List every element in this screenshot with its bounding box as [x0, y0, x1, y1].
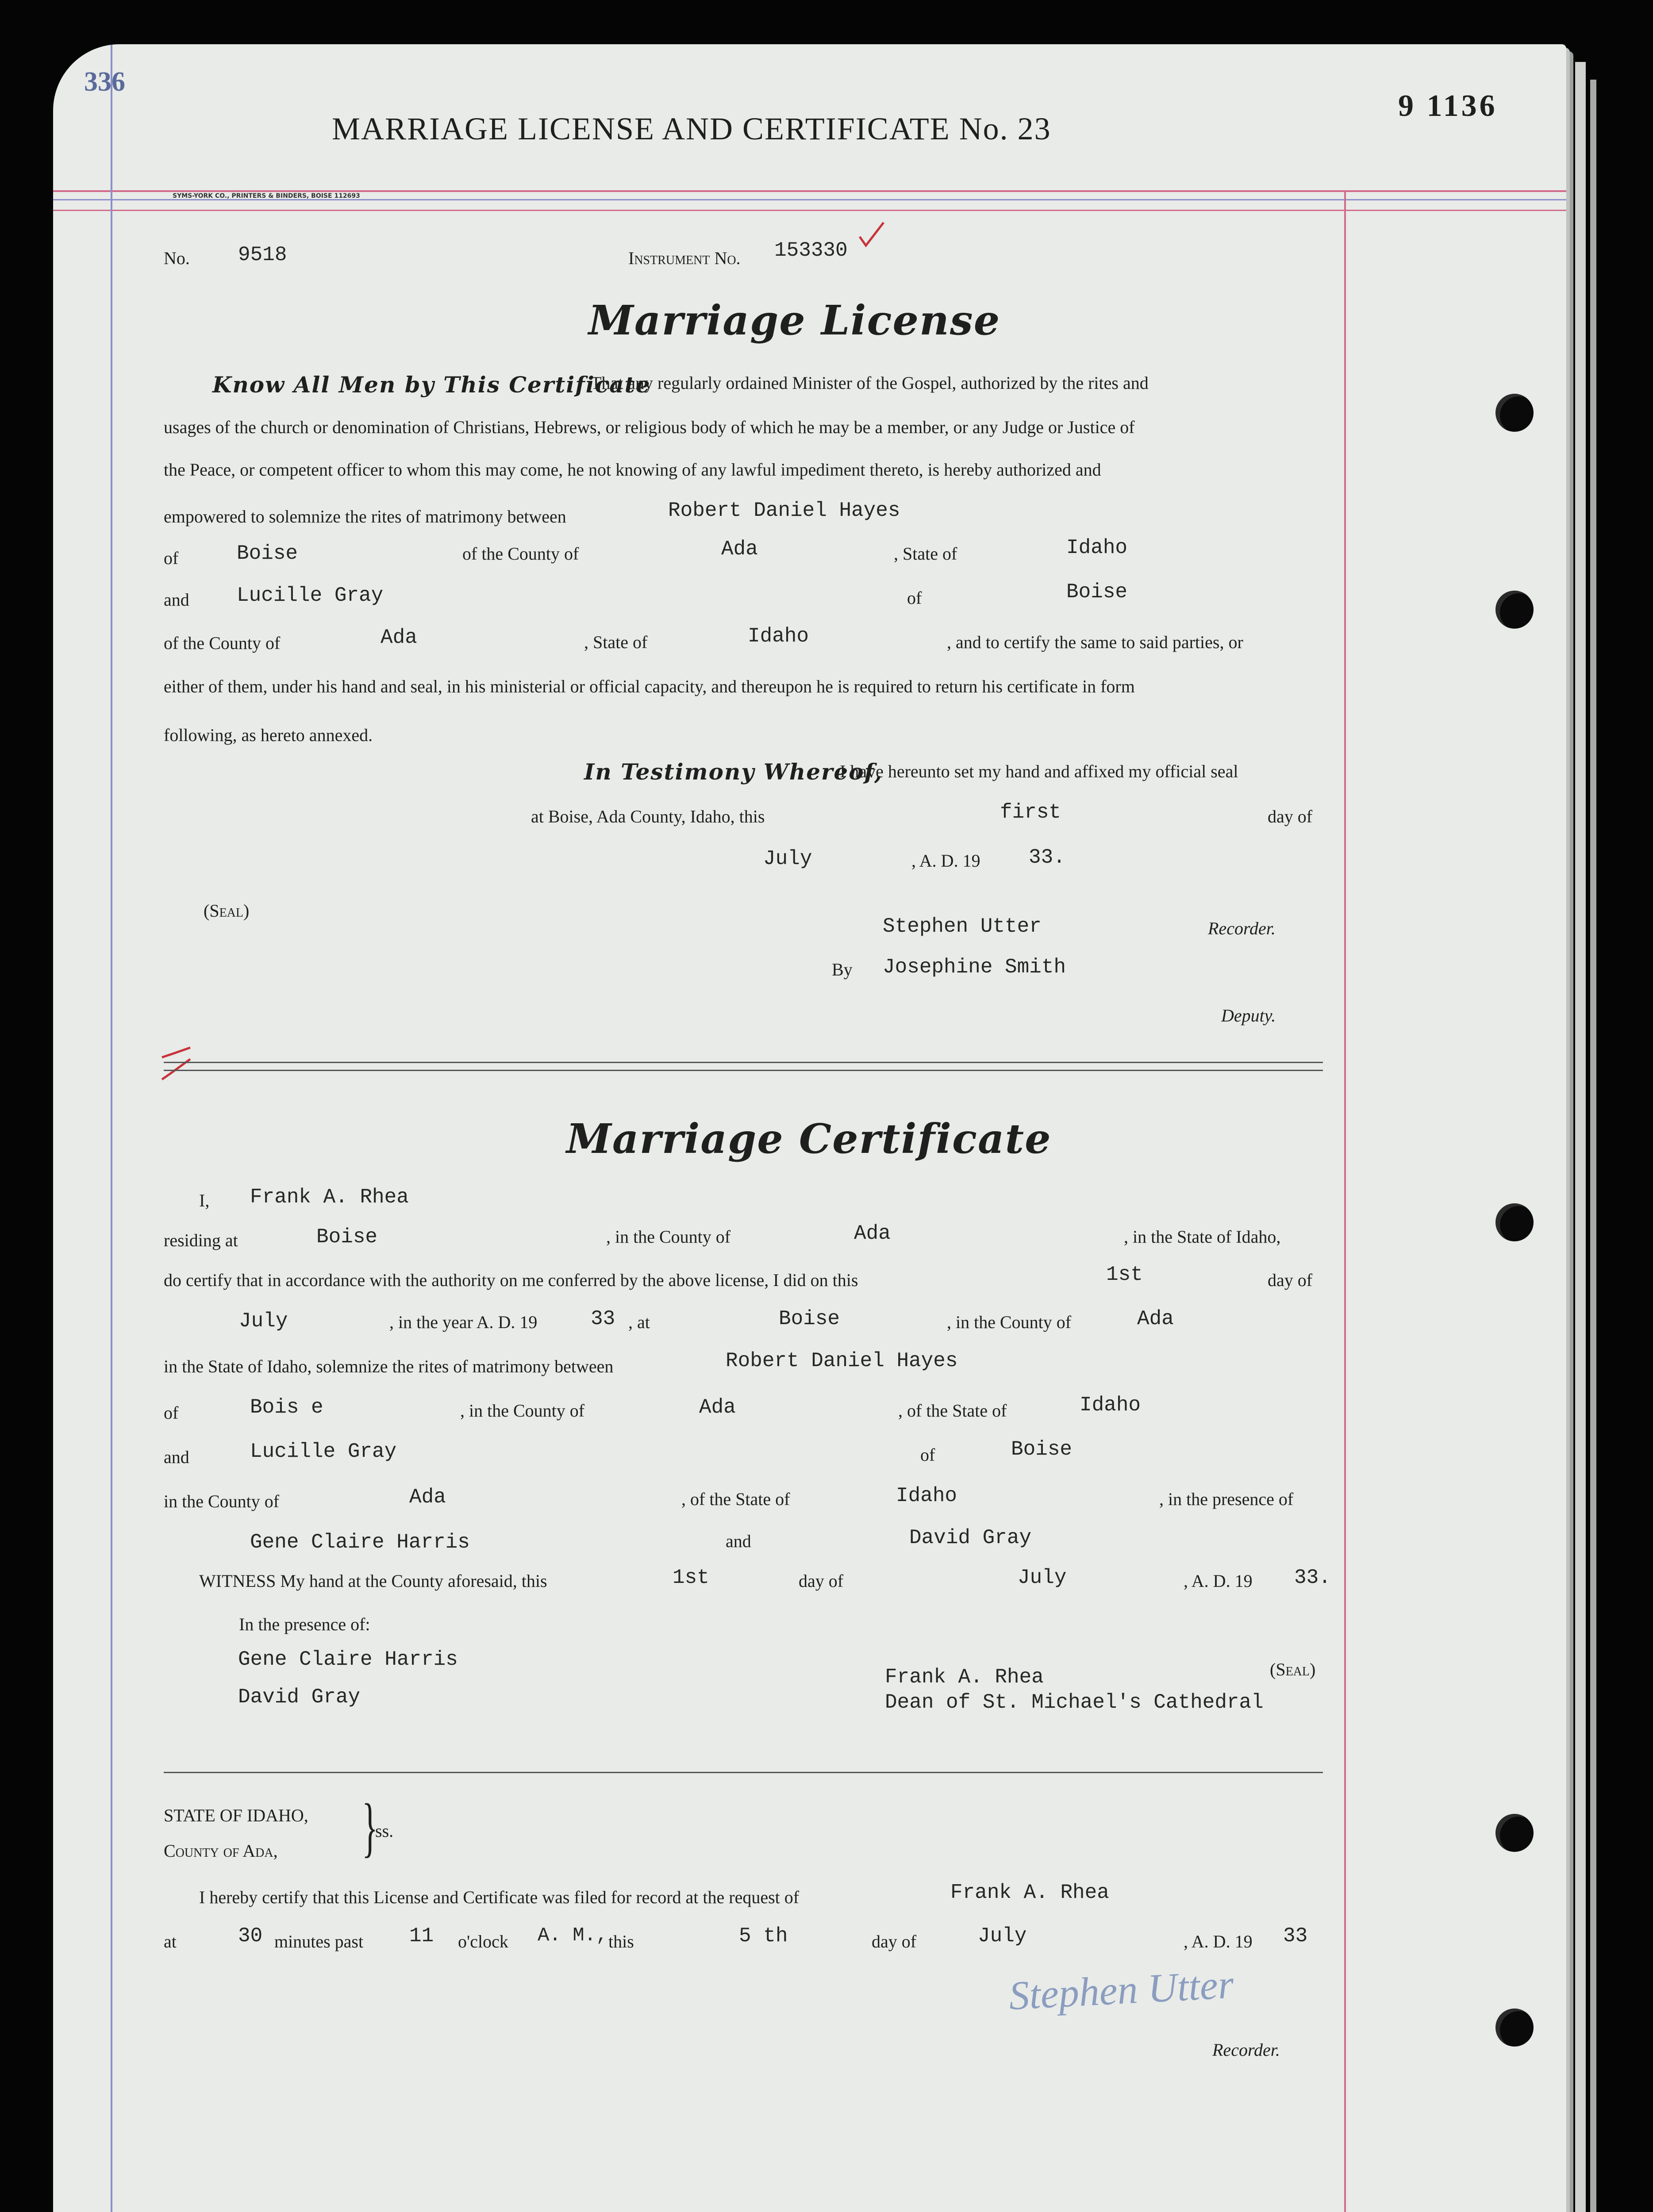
cert-w-day-of: day of	[799, 1571, 844, 1591]
right-margin-rule	[1344, 190, 1346, 2212]
binder-hole-2	[1495, 591, 1534, 629]
filing-recorder-label: Recorder.	[1212, 2040, 1280, 2060]
cert-seal: (Seal)	[1270, 1659, 1316, 1679]
by-label: By	[832, 960, 853, 979]
instrument-value: 153330	[774, 239, 848, 262]
testimony-ad: , A. D. 19	[911, 851, 980, 871]
testimony-month: July	[763, 847, 812, 870]
cert-w-year: 33.	[1294, 1566, 1331, 1589]
cert-w-month: July	[1018, 1566, 1067, 1589]
filing-day: 5 th	[739, 1924, 788, 1947]
cert-officiant: Frank A. Rhea	[250, 1186, 409, 1209]
license-p3: the Peace, or competent officer to whom this may come, he not knowing of any lawful impediment thereto, is hereby authorized and	[164, 460, 1101, 480]
section-divider-2	[164, 1772, 1323, 1773]
ledger-page	[53, 44, 1566, 2212]
binder-hole-1	[1495, 394, 1534, 432]
cert-month: July	[239, 1310, 288, 1333]
testimony-at: at Boise, Ada County, Idaho, this	[531, 806, 765, 826]
license-bride-county: Ada	[381, 626, 417, 649]
filing-state: STATE OF IDAHO,	[164, 1805, 308, 1825]
license-seal: (Seal)	[204, 901, 250, 921]
cert-bride: Lucille Gray	[250, 1440, 397, 1463]
testimony-text: I have hereunto set my hand and affixed my official seal	[840, 761, 1238, 781]
filing-oclock: o'clock	[458, 1932, 508, 1951]
filing-ad: , A. D. 19	[1184, 1932, 1253, 1951]
filing-signature: Stephen Utter	[1007, 1961, 1235, 2019]
top-red-rule-2	[53, 210, 1566, 211]
page-stack-edge-lower	[1590, 80, 1596, 2212]
cert-officiant-title: Dean of St. Michael's Cathedral	[885, 1691, 1264, 1714]
cert-do-certify: do certify that in accordance with the authority on me conferred by the above license, I did on this	[164, 1270, 858, 1290]
cert-groom-county: Ada	[699, 1396, 736, 1419]
license-and: and	[164, 590, 189, 610]
deputy-name: Josephine Smith	[883, 956, 1066, 979]
cert-of-state-label-2: , of the State of	[681, 1489, 790, 1509]
testimony-year: 33.	[1029, 846, 1065, 869]
register-stamp-number: 9 1136	[1398, 89, 1498, 123]
cert-sig-witness-1: Gene Claire Harris	[238, 1648, 458, 1671]
register-title: MARRIAGE LICENSE AND CERTIFICATE No. 23	[332, 111, 1051, 146]
license-county-of-label: of the County of	[164, 633, 281, 653]
left-margin-rule	[111, 44, 112, 2212]
filing-this: this	[608, 1932, 634, 1951]
license-p6: either of them, under his hand and seal, in his ministerial or official capacity, and thereupon he is required to return his certificate in form	[164, 676, 1135, 696]
cert-bride-city: Boise	[1011, 1438, 1073, 1461]
printer-imprint: SYMS-YORK CO., PRINTERS & BINDERS, BOISE 112693	[173, 192, 360, 200]
license-groom: Robert Daniel Hayes	[668, 499, 900, 522]
cert-and-2: and	[726, 1531, 751, 1551]
cert-i-label: I,	[199, 1190, 210, 1210]
cert-place-county: Ada	[1137, 1307, 1174, 1330]
top-red-rule	[53, 190, 1566, 192]
cert-witness-2: David Gray	[909, 1526, 1032, 1549]
license-lead: Know All Men by This Certificate	[212, 372, 651, 398]
cert-in-county-label-3: , in the County of	[460, 1401, 585, 1421]
cert-at-label: , at	[628, 1312, 650, 1332]
section-divider-1b	[164, 1070, 1323, 1071]
cert-witness-1: Gene Claire Harris	[250, 1531, 470, 1554]
red-tick-marks	[159, 1044, 199, 1088]
filing-county: County of Ada,	[164, 1841, 278, 1861]
license-p1: That any regularly ordained Minister of the Gospel, authorized by the rites and	[591, 373, 1149, 393]
binder-hole-5	[1495, 2008, 1534, 2047]
license-of-county-label: of the County of	[462, 544, 579, 564]
license-p7: following, as hereto annexed.	[164, 725, 373, 745]
certificate-heading: Marriage Certificate	[566, 1115, 1052, 1163]
cert-in-state-idaho: , in the State of Idaho,	[1124, 1227, 1281, 1247]
cert-sig-witness-2: David Gray	[238, 1686, 361, 1709]
license-bride-city: Boise	[1066, 580, 1128, 603]
cert-of-state-label: , of the State of	[898, 1401, 1007, 1421]
cert-witness-text: WITNESS My hand at the County aforesaid, this	[199, 1571, 547, 1591]
cert-place-city: Boise	[779, 1307, 840, 1330]
instrument-label: Instrument No.	[628, 248, 741, 268]
filing-day-of: day of	[872, 1932, 917, 1951]
filing-requester: Frank A. Rhea	[950, 1881, 1109, 1904]
license-state-label-2: , State of	[584, 632, 648, 652]
license-bride-of: of	[907, 588, 922, 608]
page-number: 336	[84, 67, 125, 97]
binder-hole-3	[1495, 1203, 1534, 1241]
cert-bride-of: of	[920, 1445, 935, 1465]
testimony-day: first	[1000, 801, 1061, 824]
license-heading: Marriage License	[588, 296, 1001, 344]
license-of: of	[164, 548, 179, 568]
cert-in-presence-of: , in the presence of	[1159, 1489, 1294, 1509]
cert-w-ad: , A. D. 19	[1184, 1571, 1253, 1591]
cert-groom-city: Bois e	[250, 1396, 323, 1419]
cert-bride-state: Idaho	[896, 1484, 957, 1507]
license-no-label: No.	[164, 248, 190, 268]
cert-presence-label: In the presence of:	[239, 1614, 370, 1634]
license-groom-county: Ada	[721, 538, 758, 561]
testimony-lead: In Testimony Whereof,	[584, 759, 883, 785]
license-p2: usages of the church or denomination of Christians, Hebrews, or religious body of which he may be a member, or any Judge or Justice of	[164, 417, 1135, 437]
cert-groom: Robert Daniel Hayes	[726, 1349, 958, 1372]
red-check-mark	[856, 219, 887, 250]
cert-in-county-label: , in the County of	[606, 1227, 731, 1247]
testimony-day-label: day of	[1268, 806, 1313, 826]
cert-residing-label: residing at	[164, 1230, 238, 1250]
cert-officiant-signature: Frank A. Rhea	[885, 1666, 1044, 1689]
license-p5-tail: , and to certify the same to said parties, or	[947, 632, 1243, 652]
license-no-value: 9518	[238, 243, 287, 266]
license-groom-state: Idaho	[1066, 536, 1128, 559]
cert-in-county-label-2: , in the County of	[947, 1312, 1072, 1332]
license-p4: empowered to solemnize the rites of matrimony between	[164, 507, 566, 526]
license-bride-state: Idaho	[748, 625, 809, 648]
filing-year: 33	[1283, 1924, 1308, 1947]
cert-solemnize: in the State of Idaho, solemnize the rites of matrimony between	[164, 1356, 614, 1376]
license-state-label: , State of	[894, 544, 957, 564]
cert-residing-county: Ada	[854, 1222, 891, 1245]
filing-minutes-label: minutes past	[274, 1932, 364, 1951]
cert-day-of: day of	[1268, 1270, 1313, 1290]
cert-in-county-label-4: in the County of	[164, 1491, 280, 1511]
deputy-label: Deputy.	[1221, 1006, 1276, 1025]
filing-at: at	[164, 1932, 177, 1951]
cert-day: 1st	[1106, 1263, 1143, 1286]
filing-ss: ss.	[375, 1821, 394, 1841]
cert-groom-state: Idaho	[1080, 1394, 1141, 1417]
filing-month: July	[978, 1924, 1027, 1947]
filing-certify-text: I hereby certify that this License and Certificate was filed for record at the request of	[199, 1887, 800, 1907]
recorder-name: Stephen Utter	[883, 915, 1042, 938]
cert-of: of	[164, 1403, 179, 1423]
cert-and: and	[164, 1447, 189, 1467]
filing-minutes: 30	[238, 1924, 263, 1947]
recorder-label: Recorder.	[1208, 918, 1276, 938]
cert-bride-county: Ada	[409, 1486, 446, 1509]
cert-w-day: 1st	[673, 1566, 709, 1589]
cert-year: 33	[591, 1307, 615, 1330]
filing-hour: 11	[409, 1924, 434, 1947]
cert-residing-city: Boise	[316, 1225, 378, 1248]
license-groom-city: Boise	[237, 542, 298, 565]
section-divider-1	[164, 1062, 1323, 1063]
binder-hole-4	[1495, 1814, 1534, 1852]
cert-in-year: , in the year A. D. 19	[389, 1312, 538, 1332]
page-stack-edge	[1575, 62, 1586, 2212]
filing-ampm: A. M.,	[538, 1924, 608, 1947]
filing-brace: }	[362, 1790, 378, 1864]
license-bride: Lucille Gray	[237, 584, 384, 607]
